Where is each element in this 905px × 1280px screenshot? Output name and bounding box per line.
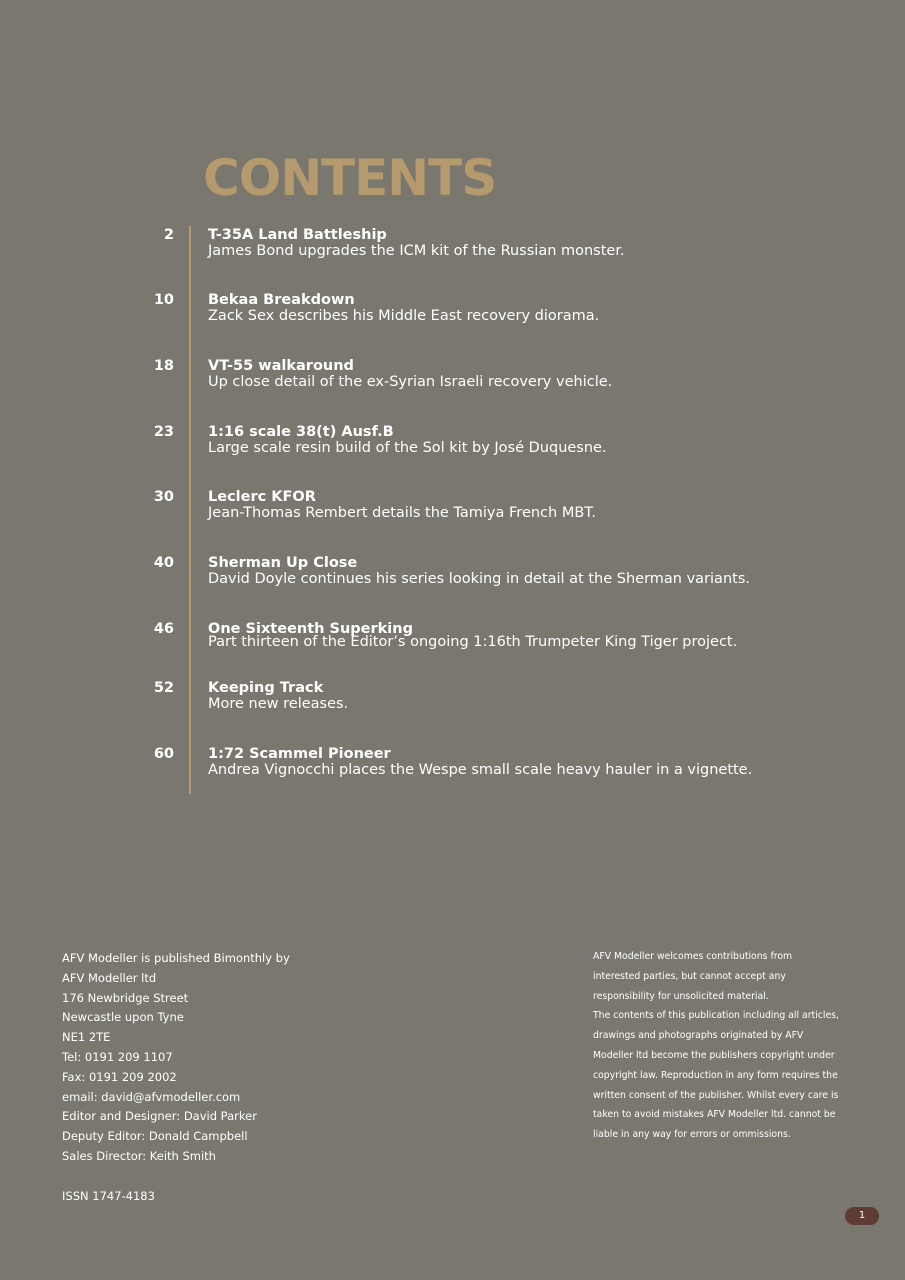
- toc-article-description: James Bond upgrades the ICM kit of the Russian monster.: [208, 243, 625, 259]
- publisher-line: AFV Modeller ltd: [62, 970, 157, 985]
- publisher-line: Sales Director: Keith Smith: [62, 1148, 216, 1163]
- notice-line: AFV Modeller welcomes contributions from: [593, 951, 793, 962]
- toc-article-description: David Doyle continues his series looking in detail at the Sherman variants.: [208, 571, 750, 587]
- notice-line: written consent of the publisher. Whilst every care is: [593, 1089, 839, 1101]
- notice-line: liable in any way for errors or ommissions.: [593, 1129, 791, 1141]
- toc-article-title: 1:16 scale 38(t) Ausf.B: [208, 424, 394, 440]
- toc-article-title: Keeping Track: [208, 680, 324, 696]
- publisher-line: Newcastle upon Tyne: [62, 1010, 184, 1025]
- toc-page-number: 2: [163, 227, 174, 243]
- toc-article-description: Up close detail of the ex-Syrian Israeli recovery vehicle.: [208, 374, 613, 390]
- contents-title: CONTENTS: [203, 149, 497, 207]
- notice-line: The contents of this publication including all articles,: [593, 1010, 839, 1022]
- publisher-email[interactable]: email: david@afvmodeller.com: [62, 1089, 241, 1104]
- publisher-line: Deputy Editor: Donald Campbell: [62, 1129, 248, 1144]
- toc-page-number: 10: [153, 292, 174, 308]
- toc-article-title: Leclerc KFOR: [208, 489, 316, 505]
- publisher-line: NE1 2TE: [62, 1030, 111, 1045]
- notice-line: taken to avoid mistakes AFV Modeller ltd. cannot be: [593, 1109, 836, 1121]
- toc-page-number: 52: [153, 680, 174, 696]
- publisher-line: AFV Modeller is published Bimonthly by: [62, 951, 290, 965]
- page-number-badge: 1: [845, 1207, 879, 1225]
- toc-page-number: 60: [153, 746, 174, 762]
- toc-article-description: Zack Sex describes his Middle East recovery diorama.: [208, 308, 600, 324]
- notice-line: interested parties, but cannot accept any: [593, 970, 786, 982]
- toc-article-title: T-35A Land Battleship: [208, 227, 387, 243]
- toc-page-number: 18: [153, 358, 174, 374]
- toc-article-title: One Sixteenth Superking: [208, 621, 413, 637]
- notice-line: Modeller ltd become the publishers copyright under: [593, 1049, 835, 1061]
- copyright-notice: [593, 947, 863, 1145]
- toc-article-title: Sherman Up Close: [208, 555, 358, 571]
- publisher-line: Tel: 0191 209 1107: [62, 1049, 173, 1064]
- toc-article-description: Part thirteen of the Editor’s ongoing 1:16th Trumpeter King Tiger project.: [208, 634, 738, 650]
- publisher-info: [62, 949, 362, 1167]
- publisher-line: Fax: 0191 209 2002: [62, 1069, 177, 1084]
- notice-line: drawings and photographs originated by AFV: [593, 1030, 804, 1042]
- toc-article-description: Andrea Vignocchi places the Wespe small scale heavy hauler in a vignette.: [208, 762, 753, 778]
- toc-page-number: 40: [153, 555, 174, 571]
- notice-line: copyright law. Reproduction in any form requires the: [593, 1069, 838, 1081]
- toc-article-description: More new releases.: [208, 696, 349, 712]
- toc-article-title: Bekaa Breakdown: [208, 292, 355, 308]
- issn-number: ISSN 1747-4183: [62, 1189, 155, 1203]
- notice-line: responsibility for unsolicited material.: [593, 990, 769, 1002]
- toc-page-number: 30: [153, 489, 174, 505]
- publisher-line: Editor and Designer: David Parker: [62, 1109, 257, 1124]
- toc-page-number: 23: [153, 424, 174, 440]
- toc-article-description: Jean-Thomas Rembert details the Tamiya French MBT.: [208, 505, 597, 521]
- toc-divider-line: [189, 226, 191, 794]
- toc-page-number: 46: [153, 621, 174, 637]
- publisher-line: 176 Newbridge Street: [62, 990, 189, 1005]
- toc-article-description: Large scale resin build of the Sol kit by José Duquesne.: [208, 440, 607, 456]
- toc-article-title: VT-55 walkaround: [208, 358, 354, 374]
- toc-article-title: 1:72 Scammel Pioneer: [208, 746, 391, 762]
